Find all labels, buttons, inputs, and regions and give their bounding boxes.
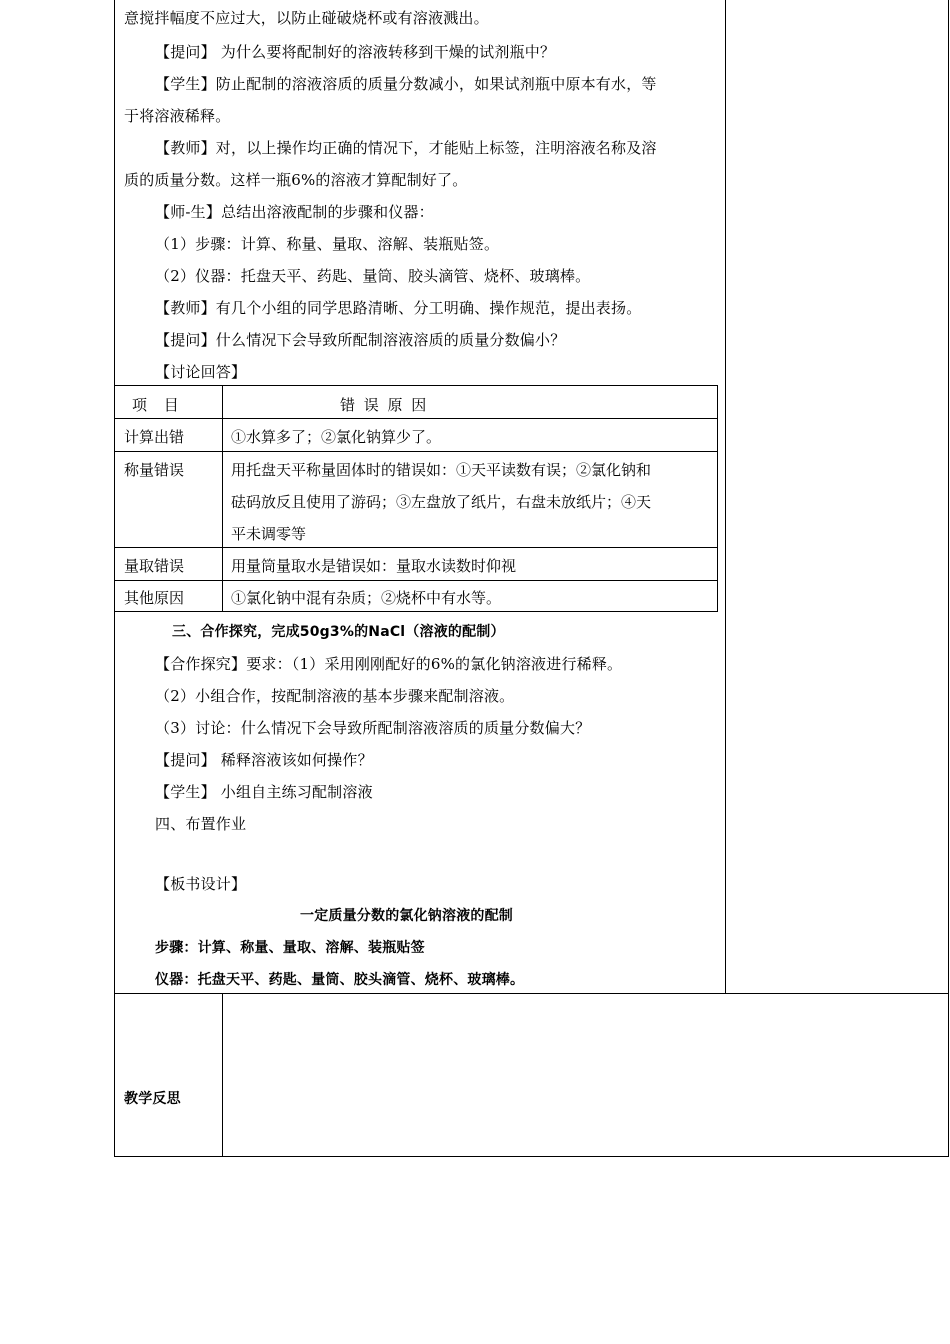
- table-header-reason: 错 误 原 因: [340, 396, 429, 414]
- table-row-item: 计算出错: [124, 428, 185, 446]
- lesson-line: 【学生】防止配制的溶液溶质的质量分数减小，如果试剂瓶中原本有水，等: [155, 75, 657, 93]
- lesson-line: 于将溶液稀释。: [124, 107, 231, 125]
- lesson-line: （2）仪器：托盘天平、药匙、量筒、胶头滴管、烧杯、玻璃棒。: [155, 267, 591, 285]
- table-border: [114, 385, 718, 386]
- table-border: [114, 547, 718, 548]
- lesson-line: 意搅拌幅度不应过大，以防止碰破烧杯或有溶液溅出。: [124, 9, 489, 27]
- content-right-border: [725, 0, 726, 993]
- table-row-item: 量取错误: [124, 557, 185, 575]
- table-row-reason: 用量筒量取水是错误如：量取水读数时仰视: [231, 557, 517, 575]
- table-row-reason: ①水算多了；②氯化钠算少了。: [231, 428, 442, 446]
- table-row-item: 称量错误: [124, 461, 185, 479]
- section-line: （2）小组合作，按配制溶液的基本步骤来配制溶液。: [155, 687, 515, 705]
- board-label: 【板书设计】: [155, 875, 247, 893]
- section-line: 四、布置作业: [155, 815, 247, 833]
- table-border: [717, 385, 718, 612]
- table-row-reason: 用托盘天平称量固体时的错误如：①天平读数有误；②氯化钠和: [231, 461, 652, 479]
- board-title: 一定质量分数的氯化钠溶液的配制: [300, 908, 513, 924]
- board-steps: 步骤：计算、称量、量取、溶解、装瓶贴签: [155, 940, 425, 956]
- table-row-reason: ①氯化钠中混有杂质；②烧杯中有水等。: [231, 589, 502, 607]
- section-line: 【合作探究】要求：（1）采用刚刚配好的6%的氯化钠溶液进行稀释。: [155, 655, 623, 673]
- lesson-line: 【提问】 为什么要将配制好的溶液转移到干燥的试剂瓶中？: [155, 43, 556, 61]
- reflection-content-area[interactable]: [224, 995, 946, 1155]
- section-line: 【提问】 稀释溶液该如何操作？: [155, 751, 373, 769]
- reflection-label: 教学反思: [124, 1091, 181, 1107]
- lesson-line: （1）步骤：计算、称量、量取、溶解、装瓶贴签。: [155, 235, 500, 253]
- table-header-item: 项 目: [132, 396, 185, 414]
- board-instruments: 仪器：托盘天平、药匙、量筒、胶头滴管、烧杯、玻璃棒。: [155, 972, 525, 988]
- reflection-divider: [222, 993, 223, 1157]
- lesson-line: 【教师】有几个小组的同学思路清晰、分工明确、操作规范，提出表扬。: [155, 299, 642, 317]
- section-line: （3）讨论：什么情况下会导致所配制溶液溶质的质量分数偏大？: [155, 719, 591, 737]
- section-title: 三、合作探究，完成50g3%的NaCl（溶液的配制）: [172, 624, 505, 640]
- lesson-line: 【提问】什么情况下会导致所配制溶液溶质的质量分数偏小？: [155, 331, 566, 349]
- lesson-line: 质的质量分数。这样一瓶6%的溶液才算配制好了。: [124, 171, 468, 189]
- table-row-reason: 平未调零等: [231, 525, 307, 543]
- table-row-item: 其他原因: [124, 589, 185, 607]
- outer-left-border: [114, 0, 115, 1157]
- table-row-reason: 砝码放反且使用了游码；③左盘放了纸片，右盘未放纸片；④天: [231, 493, 652, 511]
- reflection-bottom-border: [114, 1156, 949, 1157]
- section-line: 【学生】 小组自主练习配制溶液: [155, 783, 373, 801]
- table-border: [222, 385, 223, 612]
- lesson-line: 【教师】对，以上操作均正确的情况下，才能贴上标签，注明溶液名称及溶: [155, 139, 657, 157]
- lesson-line: 【讨论回答】: [155, 363, 247, 381]
- outer-right-border: [948, 0, 949, 1157]
- lesson-line: 【师-生】总结出溶液配制的步骤和仪器：: [155, 203, 434, 221]
